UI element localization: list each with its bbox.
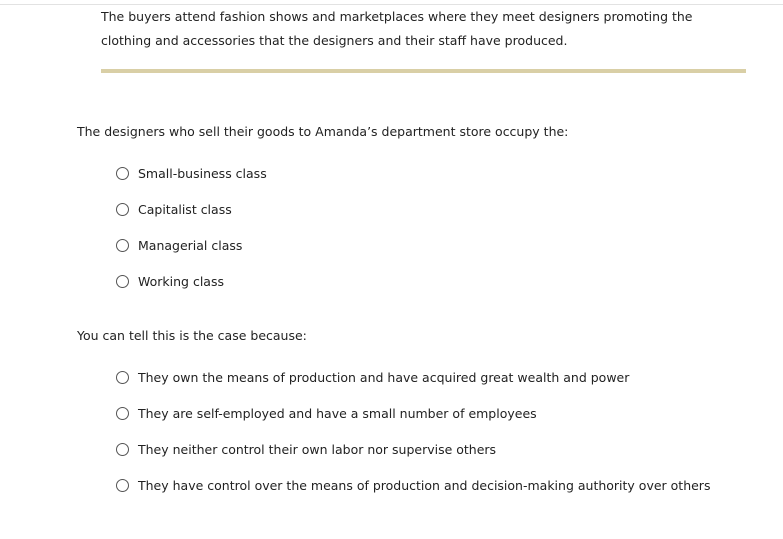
option-label[interactable]: They are self-employed and have a small number of employees [138, 406, 537, 421]
option-label[interactable]: They neither control their own labor nor supervise others [138, 442, 497, 457]
option-label[interactable]: They have control over the means of production and decision-making authority over others [138, 478, 711, 493]
passage-text: The buyers attend fashion shows and marketplaces where they meet designers promoting the clothing and accessories that the designers and their staff have produced. [101, 9, 693, 48]
option-neither-control-nor-supervise[interactable] [116, 442, 710, 478]
option-self-employed[interactable] [116, 406, 710, 442]
option-control-and-authority[interactable] [116, 478, 710, 514]
option-label[interactable]: Capitalist class [138, 202, 232, 217]
radio-button[interactable] [116, 203, 129, 216]
question-2-options [116, 370, 710, 514]
question-1-prompt: The designers who sell their goods to Amanda’s department store occupy the: [77, 124, 569, 139]
radio-button[interactable] [116, 479, 129, 492]
option-small-business-class[interactable] [116, 166, 267, 202]
question-2-prompt: You can tell this is the case because: [77, 328, 307, 343]
option-own-means-of-production[interactable] [116, 370, 710, 406]
option-managerial-class[interactable] [116, 238, 267, 274]
option-label[interactable]: They own the means of production and have acquired great wealth and power [138, 370, 630, 385]
question-1-options [116, 166, 267, 310]
radio-button[interactable] [116, 167, 129, 180]
radio-button[interactable] [116, 371, 129, 384]
option-label[interactable]: Working class [138, 274, 224, 289]
radio-button[interactable] [116, 275, 129, 288]
section-divider [101, 69, 746, 73]
option-label[interactable]: Small-business class [138, 166, 267, 181]
radio-button[interactable] [116, 407, 129, 420]
option-working-class[interactable] [116, 274, 267, 310]
option-label[interactable]: Managerial class [138, 238, 243, 253]
radio-button[interactable] [116, 239, 129, 252]
option-capitalist-class[interactable] [116, 202, 267, 238]
radio-button[interactable] [116, 443, 129, 456]
